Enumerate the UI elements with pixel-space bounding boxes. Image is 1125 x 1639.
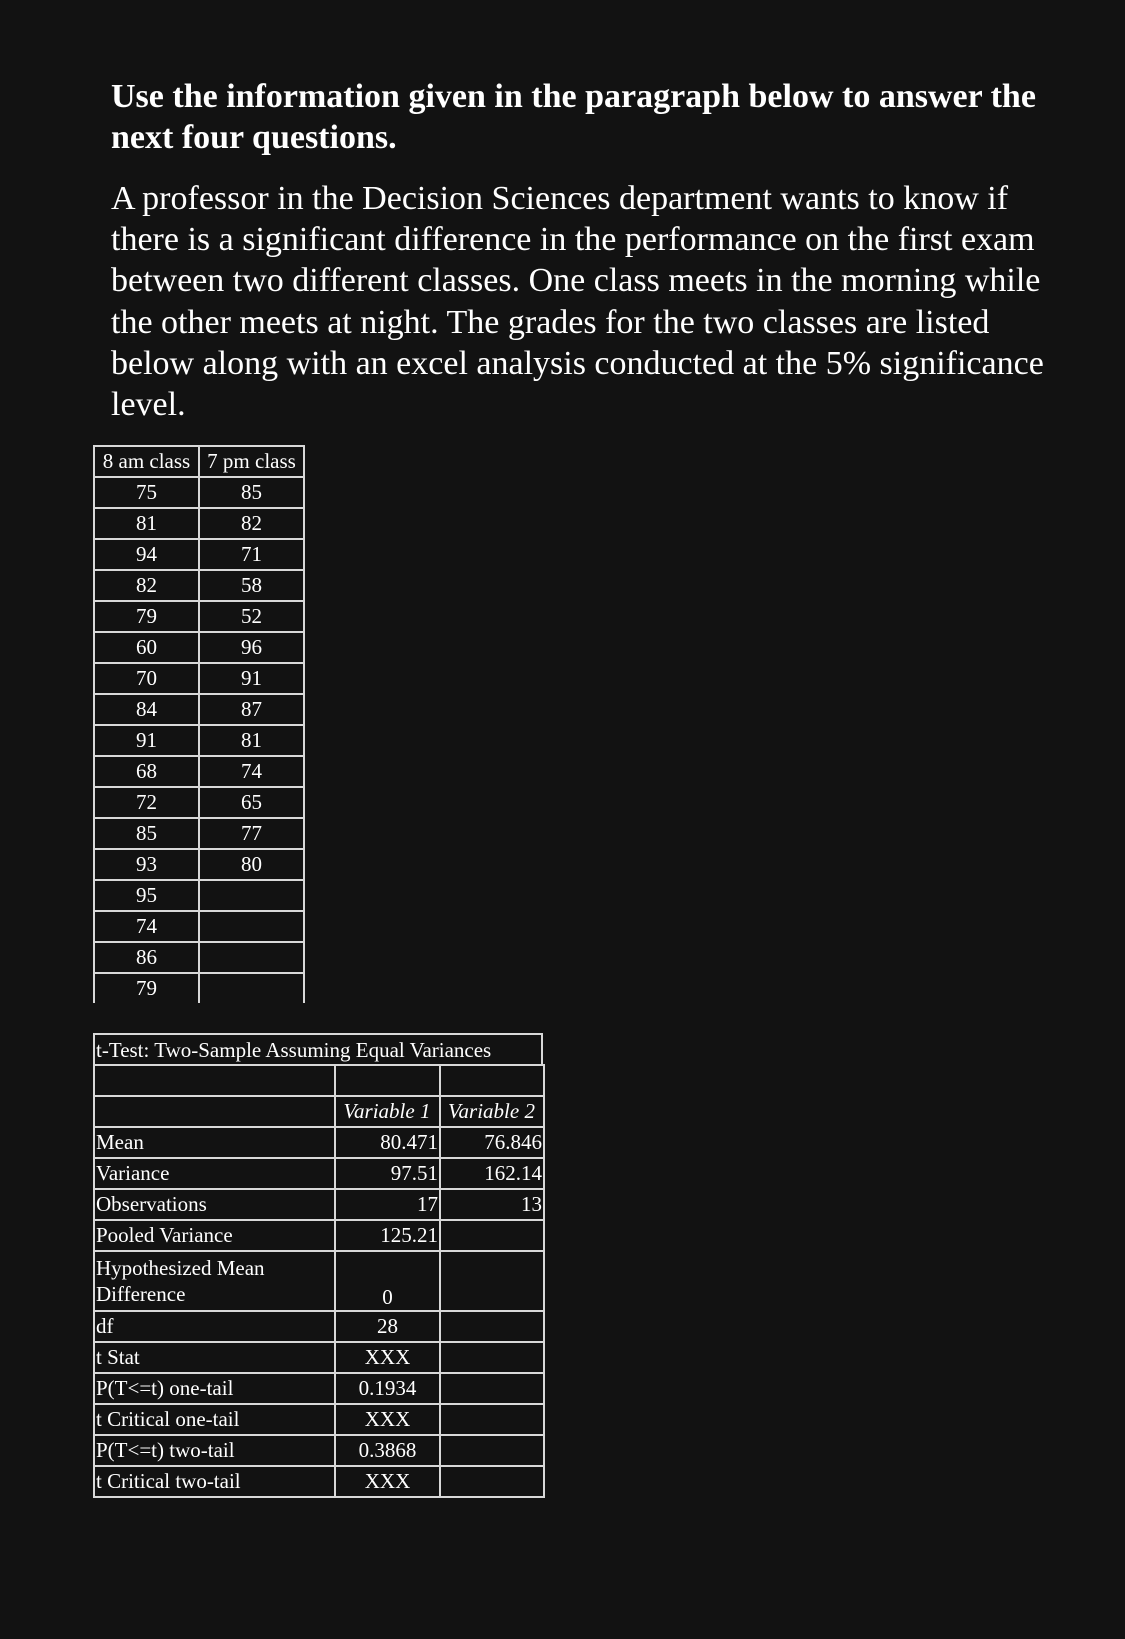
table-row [94,1251,544,1311]
variable-1-value: 125.21 [335,1220,440,1251]
grade-cell: 86 [94,942,199,973]
grade-cell: 52 [199,601,304,632]
ttest-blank-row [94,1065,544,1096]
table-row [94,601,304,632]
grade-cell: 85 [94,818,199,849]
grade-cell: 81 [199,725,304,756]
ttest-title: t-Test: Two-Sample Assuming Equal Variances [93,1033,543,1064]
variable-1-value: XXX [335,1342,440,1373]
variable-2-value [440,1220,544,1251]
variable-2-value: 13 [440,1189,544,1220]
row-label: Hypothesized Mean Difference [94,1251,335,1311]
table-row [94,508,304,539]
variable-2-value [440,1404,544,1435]
header-variable-2: Variable 2 [440,1096,544,1127]
table-row [94,1311,544,1342]
table-row [94,477,304,508]
table-row [94,911,304,942]
variable-2-value [440,1342,544,1373]
variable-1-value: 97.51 [335,1158,440,1189]
row-label: P(T<=t) one-tail [94,1373,335,1404]
grade-cell: 74 [94,911,199,942]
grade-cell: 72 [94,787,199,818]
blank-cell [335,1065,440,1096]
table-row [94,849,304,880]
row-label: P(T<=t) two-tail [94,1435,335,1466]
variable-1-value: 0 [335,1251,440,1311]
grade-cell: 60 [94,632,199,663]
table-row [94,880,304,911]
table-row [94,942,304,973]
variable-2-value [440,1466,544,1497]
variable-2-value [440,1435,544,1466]
table-row [94,973,304,1003]
blank-cell [440,1065,544,1096]
row-label: Pooled Variance [94,1220,335,1251]
grade-cell: 84 [94,694,199,725]
grades-table [93,445,305,1003]
table-row [94,539,304,570]
row-label: t Critical one-tail [94,1404,335,1435]
grade-cell [199,880,304,911]
row-label: Mean [94,1127,335,1158]
grade-cell: 91 [94,725,199,756]
table-row [94,1466,544,1497]
variable-2-value: 162.14 [440,1158,544,1189]
variable-2-value: 76.846 [440,1127,544,1158]
table-row [94,1342,544,1373]
row-label: t Stat [94,1342,335,1373]
variable-1-value: 17 [335,1189,440,1220]
variable-1-value: 0.1934 [335,1373,440,1404]
problem-paragraph: A professor in the Decision Sciences department wants to know if there is a significant difference in the performance on the first exam between two different classes. One class meets in the morning while the other meets at night. The grades for the two classes are listed below along with an excel analysis conducted at the 5% significance level. [111,180,1044,424]
row-label: Variance [94,1158,335,1189]
grade-cell: 96 [199,632,304,663]
row-label: Observations [94,1189,335,1220]
grade-cell: 58 [199,570,304,601]
ttest-header-row [94,1096,544,1127]
table-row [94,725,304,756]
grade-cell: 93 [94,849,199,880]
grade-cell [199,942,304,973]
table-row [94,818,304,849]
grade-cell: 85 [199,477,304,508]
grade-cell [199,911,304,942]
grade-cell: 65 [199,787,304,818]
grade-cell: 87 [199,694,304,725]
variable-1-value: XXX [335,1404,440,1435]
grade-cell: 77 [199,818,304,849]
table-row [94,1158,544,1189]
grade-cell: 71 [199,539,304,570]
grade-cell: 91 [199,663,304,694]
table-row [94,1220,544,1251]
grade-cell: 79 [94,601,199,632]
table-row [94,663,304,694]
instruction-heading: Use the information given in the paragraph below to answer the next four questions. [111,78,1036,156]
variable-2-value [440,1373,544,1404]
grade-cell: 80 [199,849,304,880]
ttest-table [93,1064,545,1498]
header-variable-1: Variable 1 [335,1096,440,1127]
table-row [94,1404,544,1435]
row-label: df [94,1311,335,1342]
table-row [94,1373,544,1404]
table-row [94,570,304,601]
table-row [94,787,304,818]
grade-cell: 70 [94,663,199,694]
variable-2-value [440,1311,544,1342]
row-label: t Critical two-tail [94,1466,335,1497]
blank-cell [94,1065,335,1096]
variable-1-value: 80.471 [335,1127,440,1158]
table-row [94,756,304,787]
grade-cell: 68 [94,756,199,787]
grade-cell: 82 [94,570,199,601]
table-row [94,1435,544,1466]
grade-cell: 94 [94,539,199,570]
table-row [94,632,304,663]
grade-cell: 82 [199,508,304,539]
grade-cell: 74 [199,756,304,787]
header-7pm-class: 7 pm class [199,446,304,477]
grade-cell [199,973,304,1003]
variable-1-value: 28 [335,1311,440,1342]
blank-cell [94,1096,335,1127]
variable-2-value [440,1251,544,1311]
grade-cell: 79 [94,973,199,1003]
grade-cell: 75 [94,477,199,508]
grade-cell: 81 [94,508,199,539]
grades-header-row [94,446,304,477]
table-row [94,1189,544,1220]
variable-1-value: XXX [335,1466,440,1497]
grade-cell: 95 [94,880,199,911]
table-row [94,1127,544,1158]
header-8am-class: 8 am class [94,446,199,477]
table-row [94,694,304,725]
variable-1-value: 0.3868 [335,1435,440,1466]
